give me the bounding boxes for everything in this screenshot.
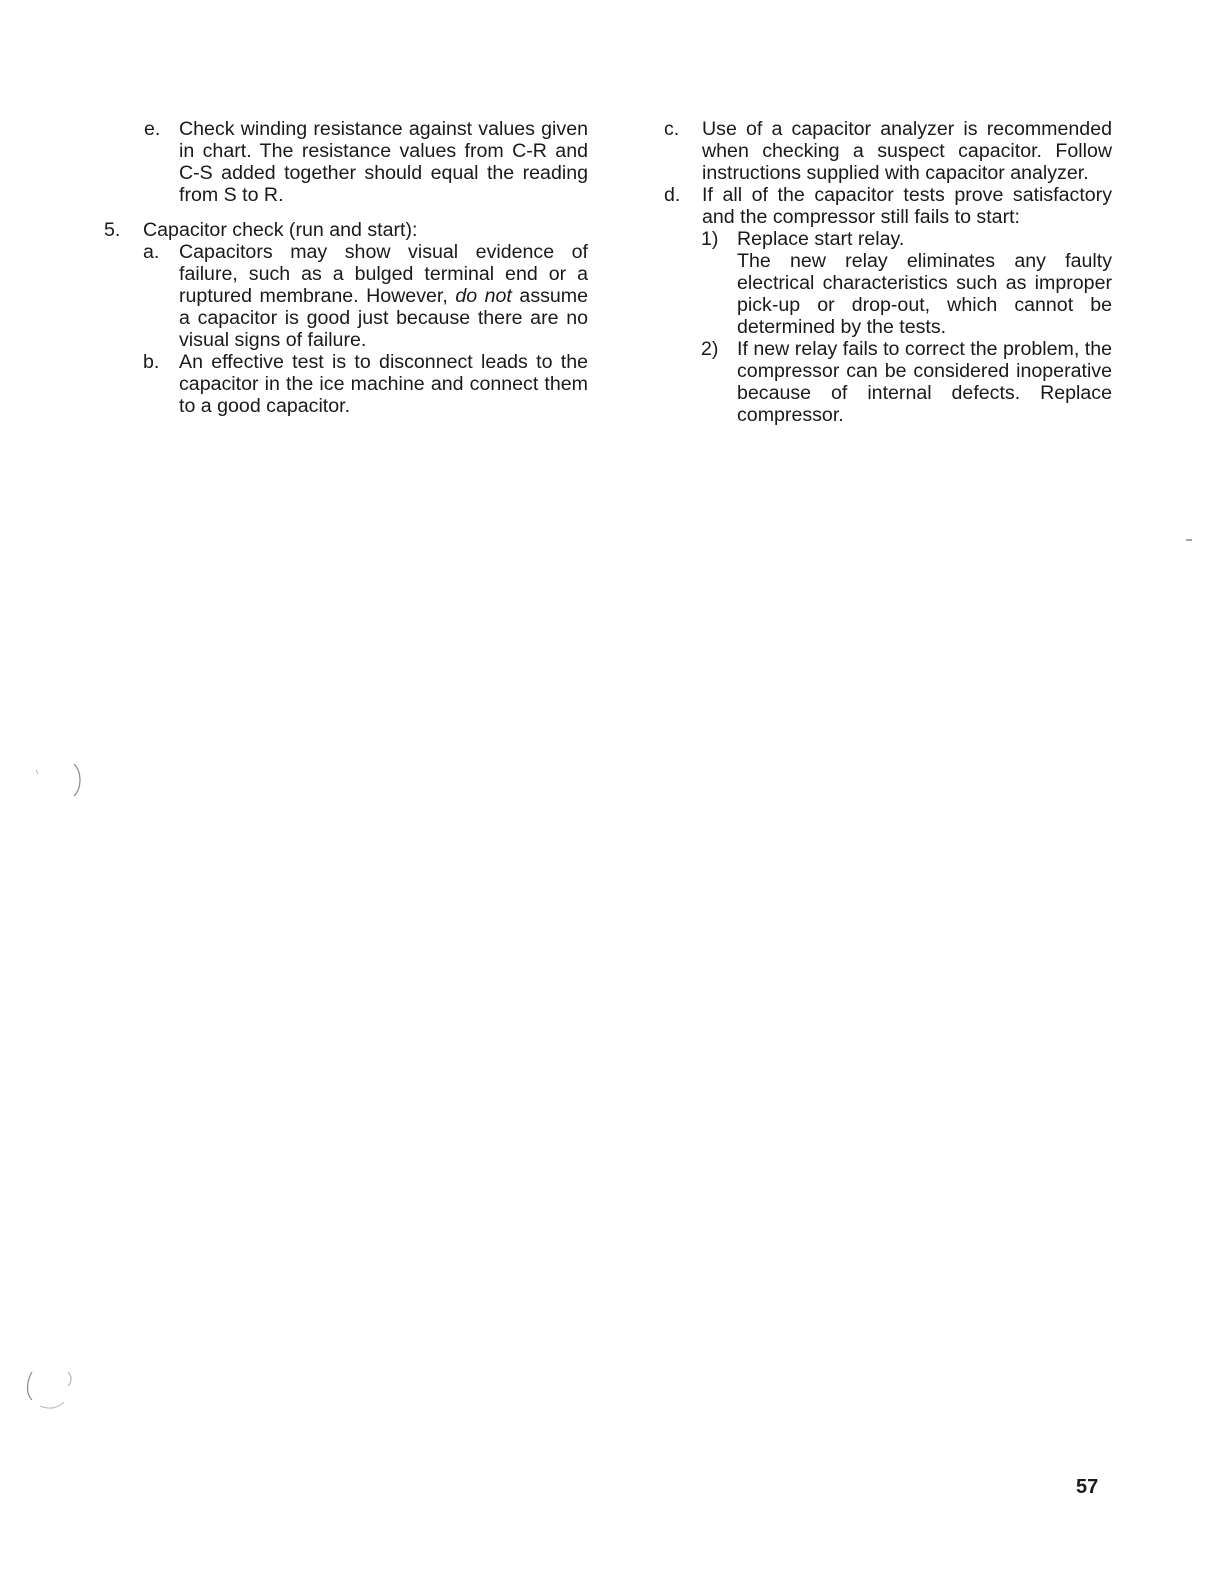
item-marker: 5. (104, 219, 121, 241)
list-item-1 (664, 228, 1112, 338)
list-item-e (104, 118, 588, 206)
edge-tick-mark (1184, 536, 1196, 544)
list-item-c (664, 118, 1112, 184)
punch-hole-mark-upper (30, 760, 90, 810)
item-text: Use of a capacitor analyzer is recommended when checking a suspect capacitor. Follow instructions supplied with capacitor analyzer. (702, 118, 1112, 184)
item-marker: c. (664, 118, 680, 140)
item-detail: The new relay eliminates any faulty electrical characteristics such as improper pick-up or drop-out, which cannot be determined by the tests. (737, 250, 1112, 338)
right-column (664, 118, 1112, 426)
list-item-a (104, 241, 588, 351)
item-marker: 1) (701, 228, 719, 250)
item-text: An effective test is to disconnect leads to the capacitor in the ice machine and connect them to a good capacitor. (179, 351, 588, 417)
item-text: Replace start relay. (737, 228, 905, 250)
list-item-2 (664, 338, 1112, 426)
item-marker: e. (144, 118, 161, 140)
item-text: Check winding resistance against values given in chart. The resistance values from C-R and C-S added together should equal the reading from S to R. (179, 118, 588, 206)
item-marker: a. (143, 241, 160, 263)
page-number: 57 (1076, 1476, 1099, 1498)
item-text: If all of the capacitor tests prove satisfactory and the compressor still fails to start: (702, 184, 1112, 228)
item-marker: b. (143, 351, 160, 373)
item-text: Capacitor check (run and start): (143, 219, 418, 241)
item-marker: 2) (701, 338, 719, 360)
item-text: Capacitors may show visual evidence of failure, such as a bulged terminal end or a ruptured membrane. However, do not assume a capacitor is good just because there are no visual signs of failure. (179, 241, 589, 351)
item-text: If new relay fails to correct the problem, the compressor can be considered inoperative because of internal defects. Replace compressor. (737, 338, 1112, 426)
list-item-d (664, 184, 1112, 228)
left-column (104, 118, 588, 417)
emphasis-text: do not (455, 285, 512, 307)
punch-hole-mark-lower (22, 1368, 82, 1418)
list-item-5 (104, 219, 588, 241)
item-marker: d. (664, 184, 681, 206)
list-item-b (104, 351, 588, 417)
